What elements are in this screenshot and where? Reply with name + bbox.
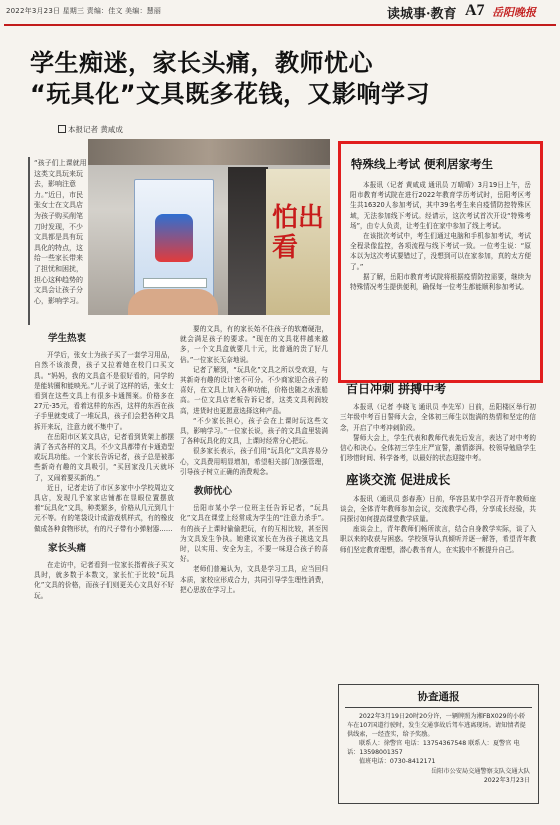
subhead-teachers: 教师忧心 <box>194 486 233 498</box>
main-headline <box>30 48 550 110</box>
notice-paragraph: 2022年3月19日20时20分许，一辆牌照为湘FBX029的小轿车在107国道行驶时，发生交通事故后驾车逃离现场。请知情者提供线索，一经查实，给予奖励。 <box>347 713 526 739</box>
article-column-left <box>34 324 174 601</box>
story-title-symposium: 座谈交流 促进成长 <box>346 472 451 488</box>
notice-hotline: 值班电话：0730-8412171 <box>359 758 436 766</box>
paragraph: 在该批次考试中，考生们通过电脑和手机参加考试，考试全程录像监控，各项流程与线下考试一致。一位考生说：“原本以为这次考试要错过了，没想到可以在家参加，真的太方便了。” <box>350 232 531 271</box>
paragraph: 据了解，岳阳市教育考试院将根据疫情防控需要，继续为特殊情况考生提供便利，确保每一位考生都能顺利参加考试。 <box>350 272 531 292</box>
paragraph: 誓师大会上，学生代表和教师代表先后发言，表达了对中考的信心和决心。全体初三学生庄严宣誓，激情澎湃。校领导勉励学生们珍惜时间、科学备考，以最好的状态迎接中考。 <box>340 433 536 463</box>
paragraph: 老师们普遍认为，文具是学习工具，应当回归本质，家校应形成合力，共同引导学生理性消费，把心思放在学习上。 <box>180 565 328 594</box>
photo-shelf <box>88 139 330 165</box>
notice-rule <box>345 707 532 708</box>
headline-line-1: 学生痴迷，家长头痛，教师忧心 <box>30 49 373 77</box>
photo-box-text: 怕出看 <box>272 203 325 263</box>
section-label: 读城事·教育 <box>387 7 457 22</box>
headline-line-2: “玩具化”文具既多花钱，又影响学习 <box>30 80 431 108</box>
article-column-right <box>340 380 536 555</box>
photo-product-box <box>266 169 330 315</box>
boxed-story-title: 特殊线上考试 便利居家考生 <box>351 157 494 171</box>
byline <box>58 124 123 135</box>
paragraph: 开学后，张女士为孩子买了一套学习用品，自然不该浪费，孩子又拉着她在校门口买文具。“妈妈，我的文具盒不是很好看的，同学的是能转圈和能映光。”儿子说了这样的话，张女士看到在这些文具上有很多卡通图案。价格多在27元-35元，看着这样的东西，这样的东西在孩子手里就变成了一堆玩具，孩子们会把各种文具拆开来玩，注意力就不集中了。 <box>34 351 174 431</box>
news-photo <box>88 139 330 315</box>
notice-date: 2022年3月23日 <box>483 776 530 784</box>
paragraph: 要的文具，有的家长始不住孩子的软磨硬泡，就会满足孩子的要求。“现在的文具花样越来越多，一个文具盒就要几十元，比普通的贵了好几倍。”一位家长无奈地说。 <box>180 325 328 364</box>
photo-package-label <box>143 278 207 288</box>
paragraph: 本报讯（记者 李晓飞 通讯员 李先军）日前，岳阳楼区举行初三年级中考百日誓师大会，全体初三师生以饱满的热情和坚定的信念，开启了中考冲刺阶段。 <box>340 403 536 432</box>
intro-divider <box>28 157 30 325</box>
intro-quote: “孩子们上课就用这类文具玩来玩去，影响注意力。”近日，市民张女士在文具店为孩子购买削笔刀时发现，不少文具都是具有玩具化的特点，这给一些家长带来了担忧和困扰，担心这种趋势的文具会让孩子分心，影响学习。 <box>34 159 87 305</box>
paragraph: 岳阳市某小学一位班主任告诉记者，“玩具化”文具在课堂上经常成为学生的“注意力杀手”。有的孩子上课时偷偷把玩，有的互相比较，甚至因为文具发生争执。她建议家长在为孩子挑选文具时，以实用、安全为主，不要一味迎合孩子的喜好。 <box>180 504 328 564</box>
photo-dark-box <box>228 167 268 315</box>
paragraph: “不少家长担心，孩子会在上课时玩这些文具，影响学习。”一位家长说，孩子的文具盒里装满了各种玩具化的文具，上课时经常分心把玩。 <box>180 416 328 446</box>
notice-title: 协查通报 <box>417 691 460 703</box>
byline-text: 本报记者 黄咸成 <box>68 125 123 134</box>
paragraph: 记者了解到，“玩具化”文具之所以受欢迎，与其新奇有趣的设计密不可分。不少商家迎合孩子的喜好，在文具上加入各种功能，价格也随之水涨船高。一位文具店老板告诉记者，这类文具利润较高，进货时也更愿意选择这种产品。 <box>180 365 328 415</box>
paragraph: 座谈会上，青年教师们畅所欲言，结合自身教学实际，谈了入职以来的收获与困惑。学校领导认真倾听并逐一解答，希望青年教师们坚定教育理想，潜心教书育人，在实践中不断提升自己。 <box>340 525 536 554</box>
paragraph: 本报讯（通讯员 彭春燕）日前，华容县某中学召开青年教师座谈会，全体青年教师参加会议，交流教学心得，分享成长经验，共同探讨如何提高课堂教学质量。 <box>340 494 536 524</box>
notice-contacts: 联系人：徐警官 电话：13754367548 联系人：夏警官 电话：13598001357 <box>347 740 520 757</box>
paragraph: 本报讯（记者 黄咸成 通讯员 万晴晴）3月19日上午，岳阳市教育考试院在进行2022年教育学历考试时，岳阳考区考生共16320人参加考试，其中39名考生来自疫情防控特殊区域，无法参加线下考试。经请示，这次考试首次开设“特殊考场”，由专人负责，让考生们在家中参加了线上考试。 <box>350 181 531 230</box>
newspaper-logo: 岳阳晚报 <box>492 6 536 19</box>
boxed-story-body <box>350 180 531 292</box>
notice-body <box>347 712 530 785</box>
story-title-exam-sprint: 百日冲刺 拼搏中考 <box>346 382 447 396</box>
photo-robot-figure <box>155 214 193 262</box>
highlighted-story-box <box>338 141 543 383</box>
page-number: A7 <box>465 2 485 19</box>
police-notice-box <box>338 684 539 804</box>
photo-hand <box>128 289 218 315</box>
header-rule <box>4 24 556 26</box>
photo-toy-package <box>134 179 214 299</box>
subhead-students: 学生热衷 <box>48 333 87 344</box>
paragraph: 很多家长表示，孩子们用“玩具化”文具容易分心，文具费用明显增加，希望相关部门加强管理，引导孩子树立正确的消费观念。 <box>180 447 328 476</box>
article-column-middle <box>180 324 328 595</box>
paragraph: 近日，记者走访了市区多家中小学校周边文具店，发现几乎家家店铺都在显眼位置摆放着“玩具化”文具，种类繁多，价格从几元到几十元不等。有的笔袋设计成游戏机样式，有的橡皮做成各种食物形状，有的尺子带有小弹射器…… <box>34 483 174 533</box>
byline-square-icon <box>58 125 66 133</box>
paragraph: 在走访中，记者看到一位家长指着孩子买文具时，就多数于本数文，家长忙于比较“玩具化”文具的价格，而孩子们则更关心文具好不好玩。 <box>34 561 174 600</box>
page-header <box>0 0 560 26</box>
paragraph: 在岳阳市区某文具店，记者看到货架上都摆满了各式各样的文具，不少文具都带有卡通造型或玩具功能。一个家长告诉记者，孩子总是被那些新奇有趣的文具吸引，“买回家没几天就坏了，又闹着要买新的。” <box>34 432 174 482</box>
notice-signature: 岳阳市公安局交通警察支队交通大队 <box>431 767 530 775</box>
subhead-parents: 家长头痛 <box>48 542 87 554</box>
issue-date: 2022年3月23日 星期三 责编：佳文 美编：慧丽 <box>6 7 162 15</box>
